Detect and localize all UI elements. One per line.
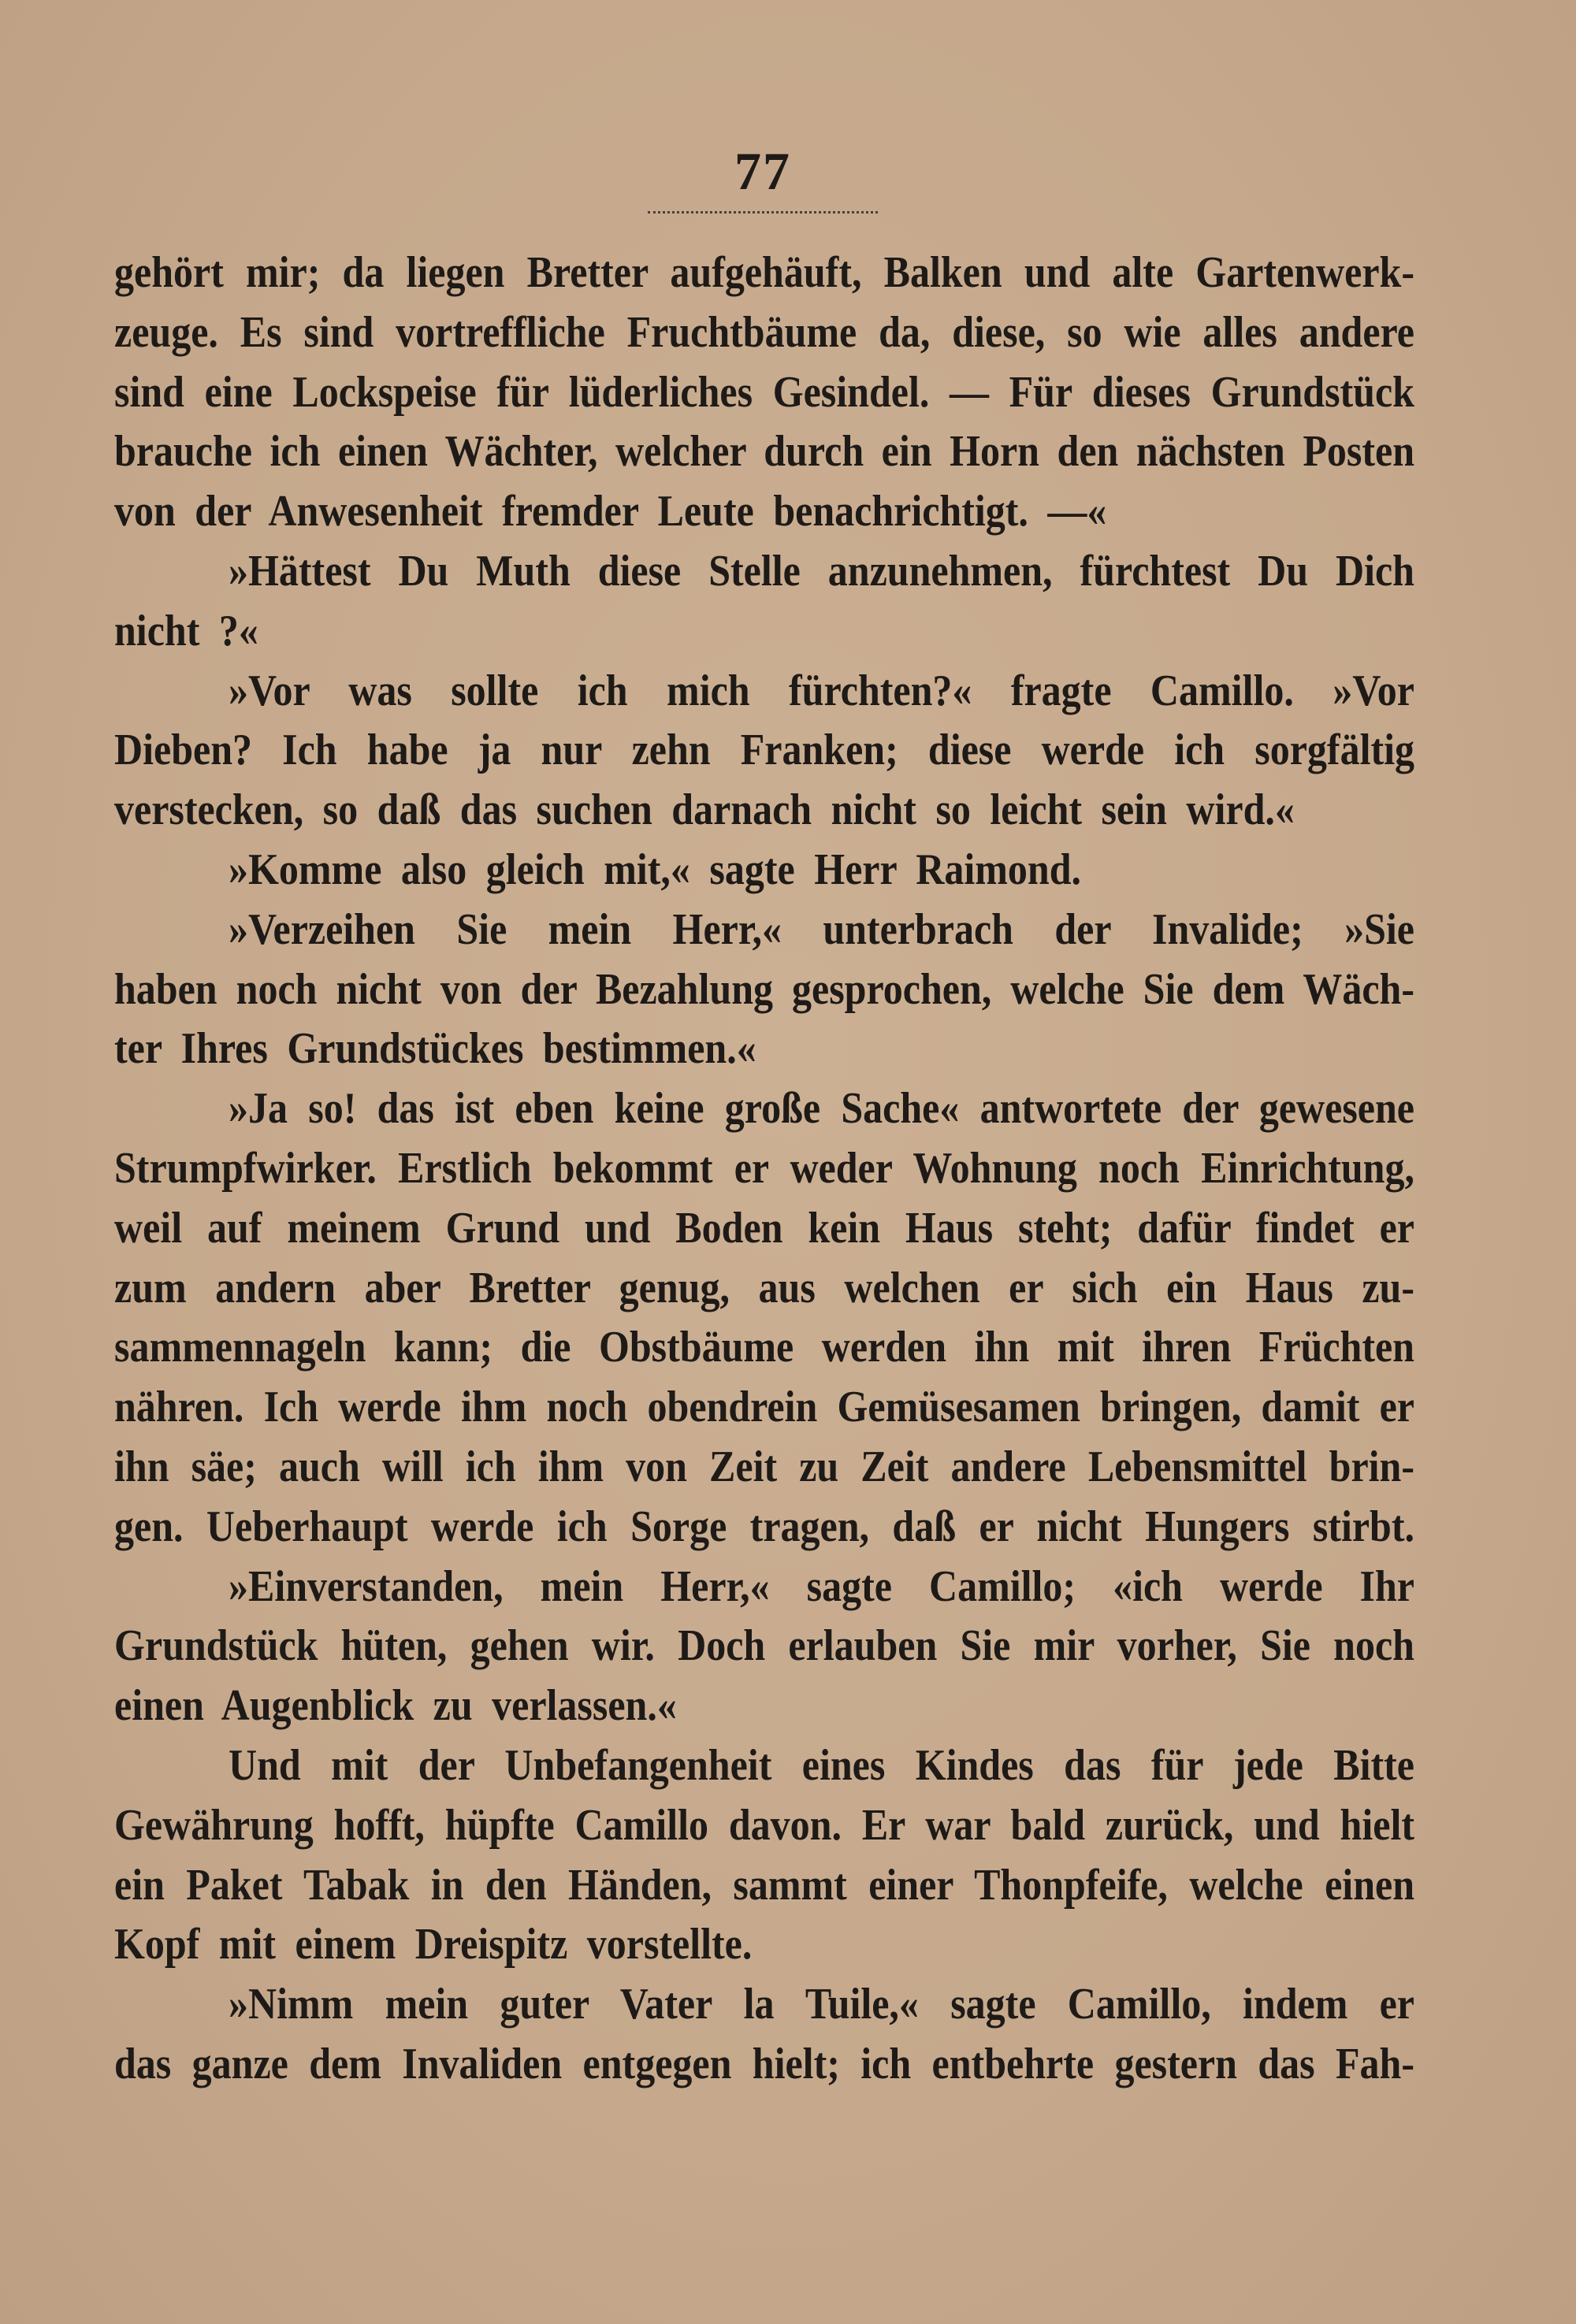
text-line: gehört mir; da liegen Bretter aufgehäuft, Balken und alte Gartenwerk- [114,247,1414,297]
text-line: zeuge. Es sind vortreffliche Fruchtbäume da, diese, so wie alles andere [114,306,1414,357]
text-line: sind eine Lockspeise für lüderliches Gesindel. — Für dieses Grundstück [114,366,1414,416]
text-line: ter Ihres Grundstückes bestimmen.« [114,1023,756,1073]
text-line: nähren. Ich werde ihm noch obendrein Gemüsesamen bringen, damit er [114,1381,1414,1431]
text-line: ihn säe; auch will ich ihm von Zeit zu Zeit andere Lebensmittel brin- [114,1441,1414,1491]
text-line: verstecken, so daß das suchen darnach nicht so leicht sein wird.« [114,784,1295,834]
text-line: »Einverstanden, mein Herr,« sagte Camillo; «ich werde Ihr [229,1561,1414,1610]
text-line: von der Anwesenheit fremder Leute benachrichtigt. —« [114,485,1107,536]
text-line: »Vor was sollte ich mich fürchten?« fragte Camillo. »Vor [229,665,1414,715]
text-line: »Komme also gleich mit,« sagte Herr Raimond. [229,844,1082,894]
text-line: Kopf mit einem Dreispitz vorstellte. [114,1918,753,1969]
text-line: weil auf meinem Grund und Boden kein Haus steht; dafür findet er [114,1202,1414,1253]
text-line: Grundstück hüten, gehen wir. Doch erlauben Sie mir vorher, Sie noch [114,1620,1414,1670]
text-line: »Ja so! das ist eben keine große Sache« antwortete der gewesene [229,1082,1414,1133]
text-line: einen Augenblick zu verlassen.« [114,1680,677,1730]
text-line: haben noch nicht von der Bezahlung gesprochen, welche Sie dem Wäch- [114,963,1414,1013]
text-line: Gewährung hofft, hüpfte Camillo davon. Er war bald zurück, und hielt [114,1799,1414,1849]
body-text [114,243,1414,2094]
text-line: »Hättest Du Muth diese Stelle anzunehmen, fürchtest Du Dich [229,545,1414,596]
text-line: das ganze dem Invaliden entgegen hielt; ich entbehrte gestern das Fah- [114,2038,1414,2088]
text-line: Dieben? Ich habe ja nur zehn Franken; diese werde ich sorgfältig [114,724,1414,774]
text-line: »Nimm mein guter Vater la Tuile,« sagte Camillo, indem er [229,1978,1414,2029]
text-line: gen. Ueberhaupt werde ich Sorge tragen, daß er nicht Hungers stirbt. [114,1501,1414,1550]
page-number: 77 [734,141,791,201]
page-number-rule [648,211,878,213]
text-line: sammennageln kann; die Obstbäume werden ihn mit ihren Früchten [114,1321,1414,1372]
text-line: Und mit der Unbefangenheit eines Kindes das für jede Bitte [229,1739,1414,1790]
text-line: brauche ich einen Wächter, welcher durch ein Horn den nächsten Posten [114,425,1414,476]
text-line: Strumpfwirker. Erstlich bekommt er weder Wohnung noch Einrichtung, [114,1142,1414,1193]
text-line: nicht ?« [114,605,258,655]
text-line: ein Paket Tabak in den Händen, sammt einer Thonpfeife, welche einen [114,1859,1414,1909]
text-line: »Verzeihen Sie mein Herr,« unterbrach der Invalide; »Sie [229,904,1414,954]
text-line: zum andern aber Bretter genug, aus welchen er sich ein Haus zu- [114,1262,1414,1312]
